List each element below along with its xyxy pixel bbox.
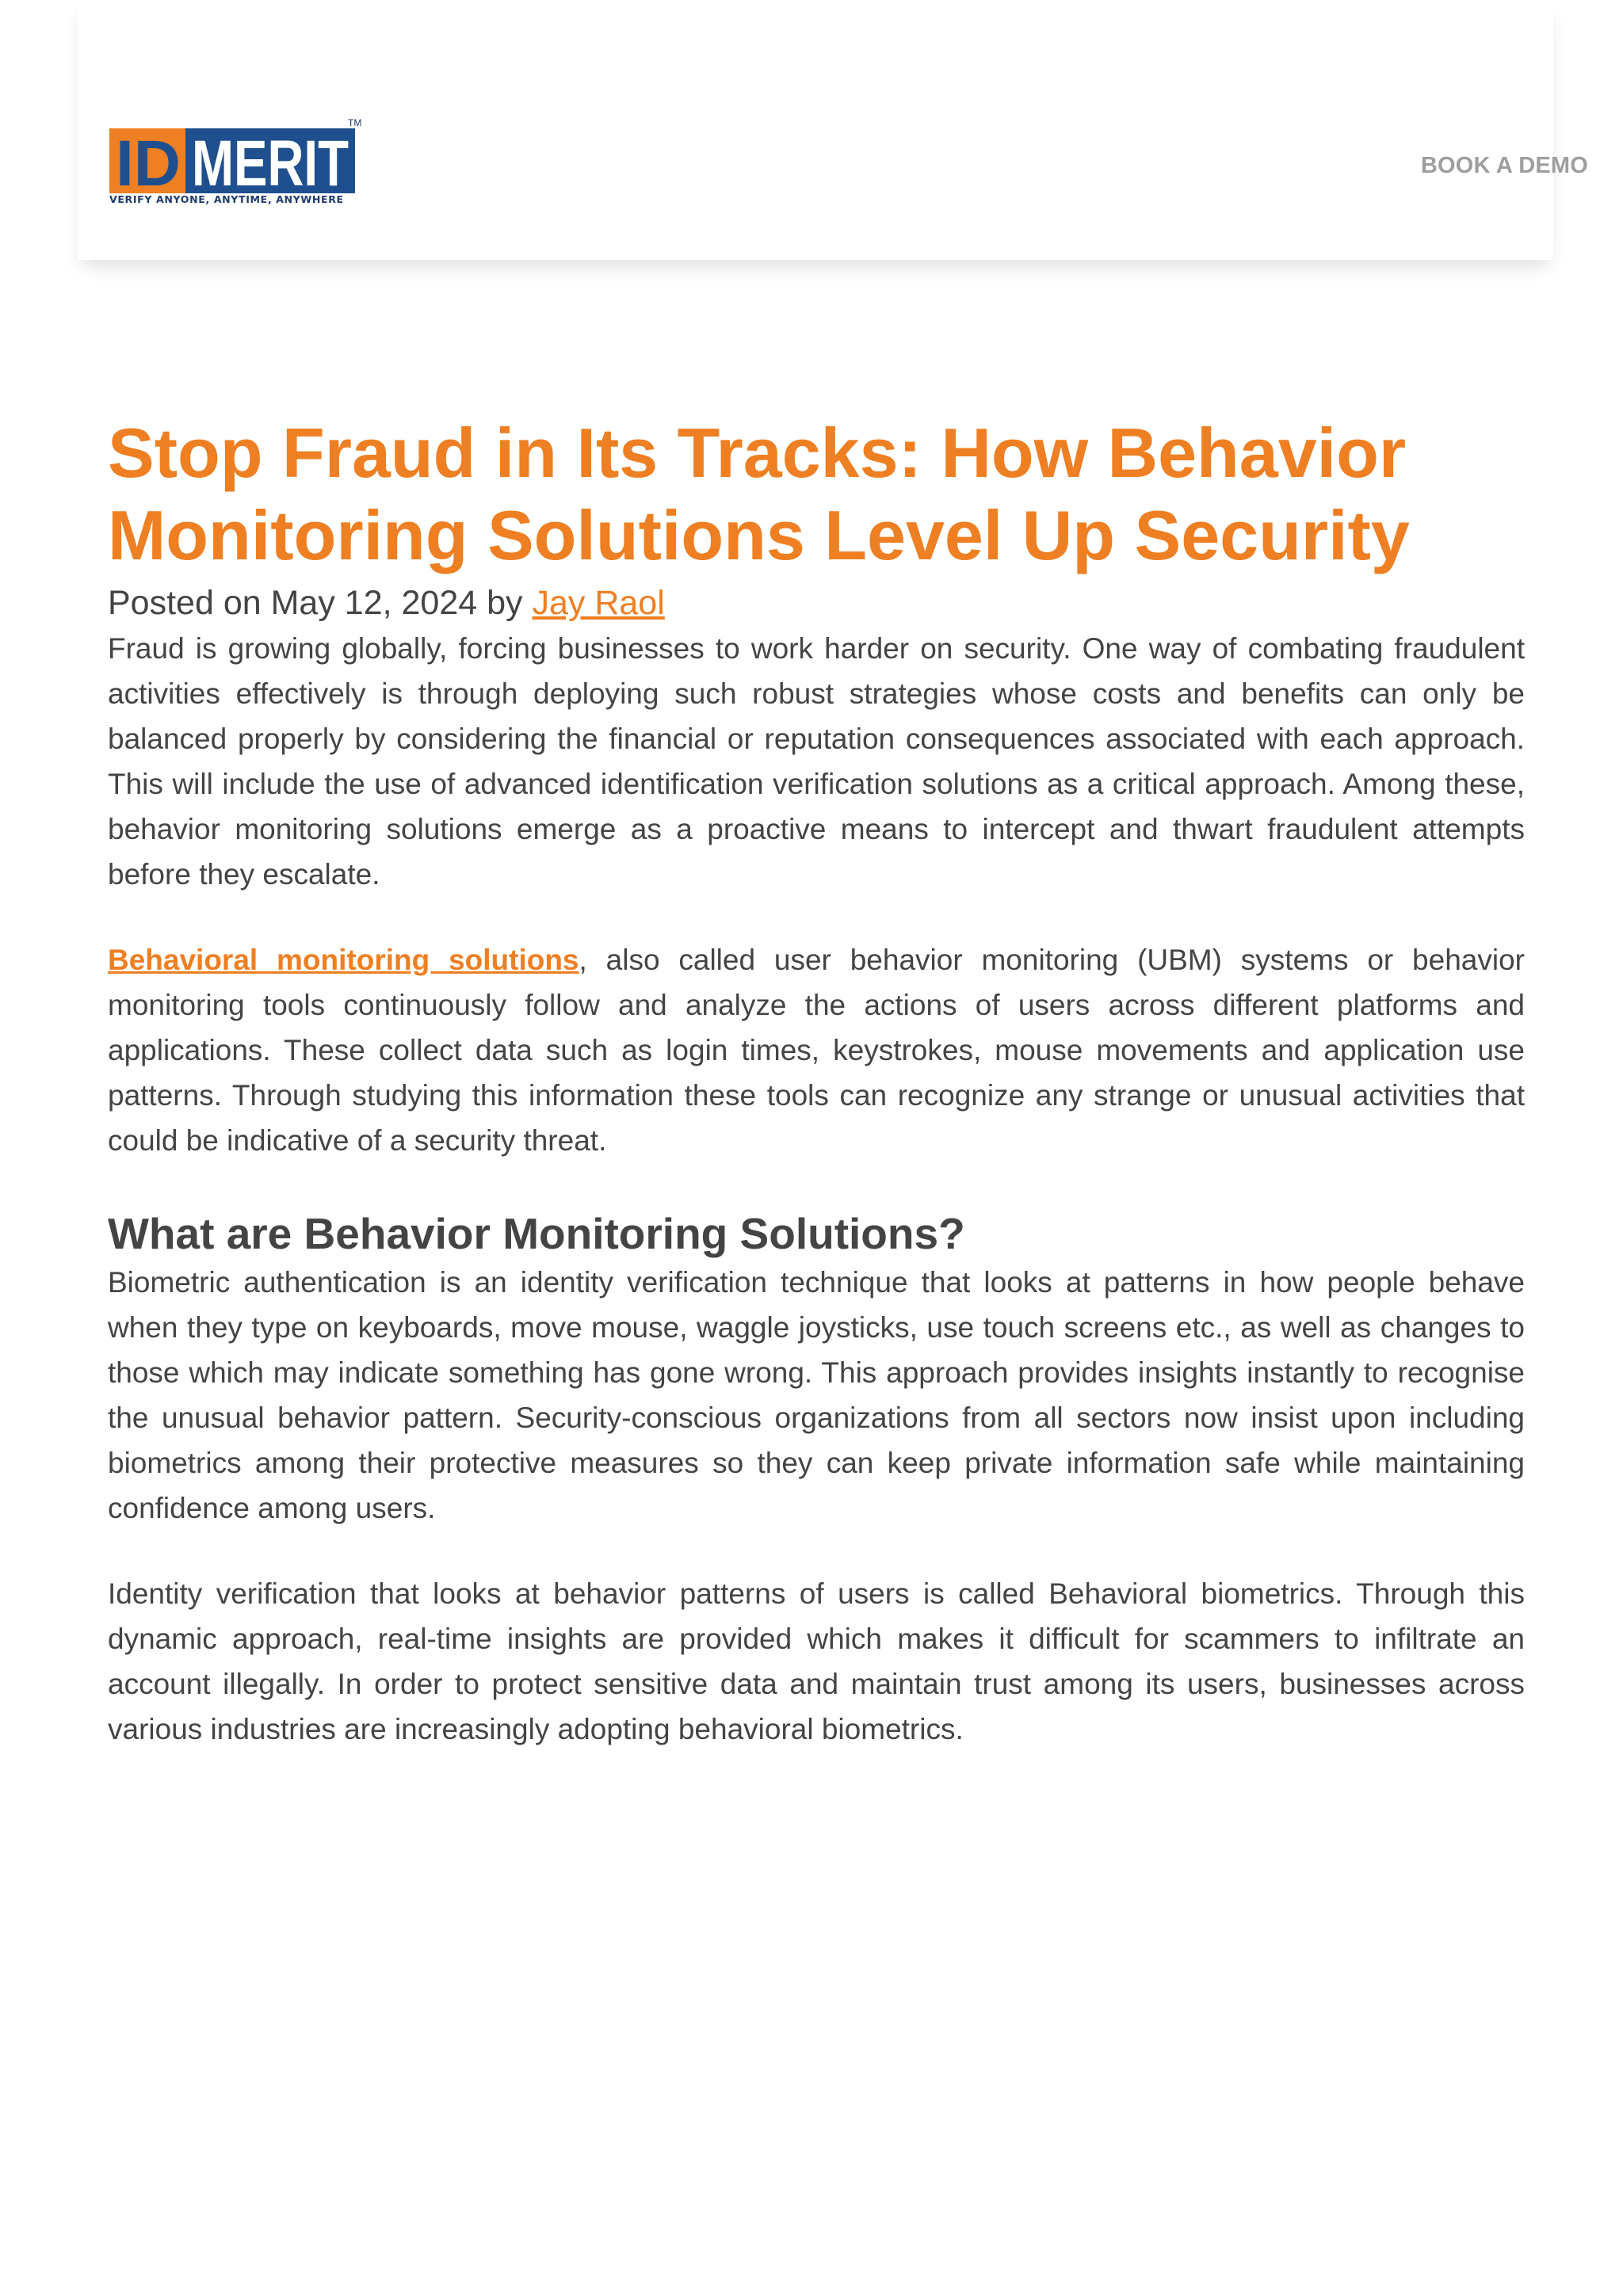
intro-paragraph: Fraud is growing globally, forcing businesses to work harder on security. One way of combating fraudulent activities effectively is through deploying such robust strategies whose costs and benefits can only be balanced properly by considering the financial or reputation consequences associated with each approach. This will include the use of advanced identification verification solutions as a critical approach. Among these, behavior monitoring solutions emerge as a proactive means to intercept and thwart fraudulent attempts before they escalate.	[108, 632, 1525, 891]
biometric-paragraph: Biometric authentication is an identity verification technique that looks at patterns in how people behave when they type on keyboards, move mouse, waggle joysticks, use touch screens etc., as well as changes to those which may indicate something has gone wrong. This approach provides insights instantly to recognise the unusual behavior pattern. Security-conscious organizations from all sectors now insist upon including biometrics among their protective measures so they can keep private information safe while maintaining confidence among users.	[108, 1266, 1525, 1524]
post-date: Posted on May 12, 2024 by	[108, 584, 533, 622]
book-demo-button[interactable]: BOOK A DEMO	[1420, 153, 1588, 178]
author-link[interactable]: Jay Raol	[532, 584, 665, 622]
paragraph-spacer	[108, 1531, 1525, 1571]
logo-trademark: TM	[348, 117, 362, 128]
section-heading: What are Behavior Monitoring Solutions?	[108, 1209, 965, 1258]
paragraph-spacer	[108, 897, 1525, 937]
idmerit-logo[interactable]	[109, 117, 442, 208]
behavioral-biometrics-paragraph: Identity verification that looks at behavior patterns of users is called Behavioral biometrics. Through this dynamic approach, real-time insights are provided which makes it difficult for scammers to infiltrate an account illegally. In order to protect sensitive data and maintain trust among its users, businesses across various industries are increasingly adopting behavioral biometrics.	[108, 1577, 1525, 1745]
logo-id-text: ID	[116, 128, 181, 193]
article	[108, 412, 1525, 1752]
logo-tagline: VERIFY ANYONE, ANYTIME, ANYWHERE	[109, 193, 344, 205]
ubm-paragraph-text: , also called user behavior monitoring (UBM) systems or behavior monitoring tools continuously follow and analyze the actions of users across different platforms and applications. These collect data such as login times, keystrokes, mouse movements and application use patterns. Through studying this information these tools can recognize any strange or unusual activities that could be indicative of a security threat.	[108, 944, 1525, 1157]
ubm-paragraph	[108, 937, 1525, 1163]
idmerit-logo-mark	[109, 117, 355, 193]
logo-merit-text: MERIT	[192, 128, 349, 193]
post-meta	[108, 583, 1525, 623]
article-title: Stop Fraud in Its Tracks: How Behavior Monitoring Solutions Level Up Security	[108, 414, 1410, 574]
behavioral-monitoring-link[interactable]: Behavioral monitoring solutions	[108, 944, 579, 976]
